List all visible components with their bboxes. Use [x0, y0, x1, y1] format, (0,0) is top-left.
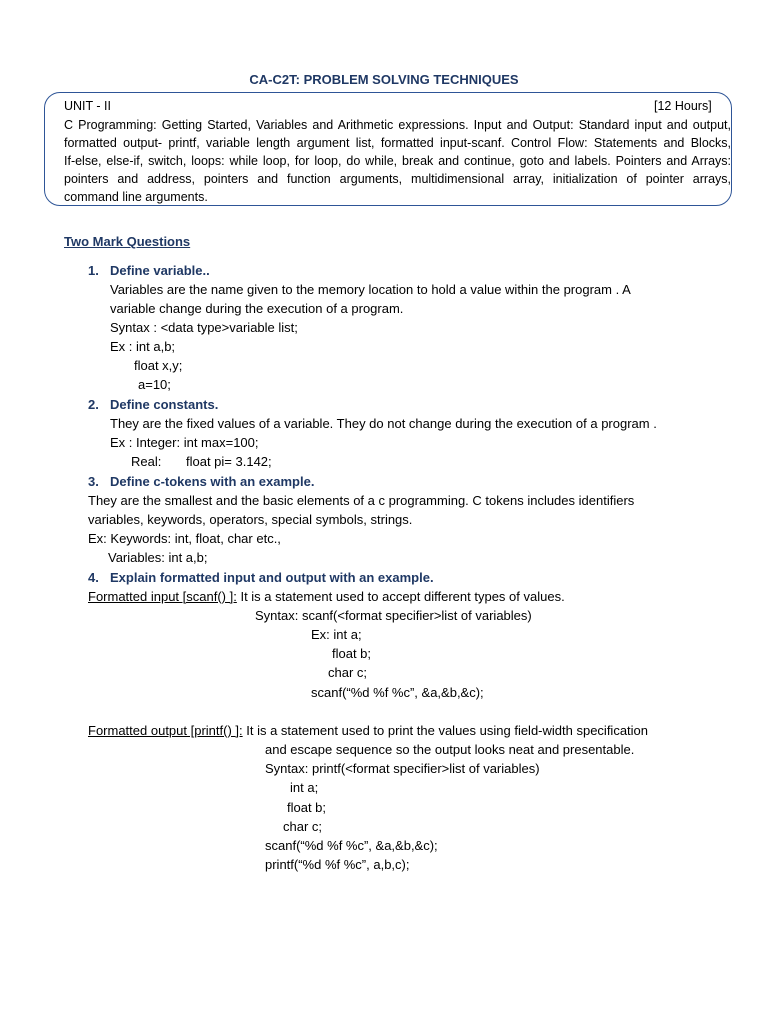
answer-line: They are the smallest and the basic elements of a c programming. C tokens includes identifiers [88, 493, 635, 508]
answer-line: variable change during the execution of a program. [110, 301, 404, 316]
answer-line: and escape sequence so the output looks neat and presentable. [265, 742, 635, 757]
question-title: Define constants. [110, 397, 219, 412]
question-number: 2. [88, 397, 99, 412]
answer-line: float b; [287, 800, 327, 815]
question-2-heading [88, 395, 218, 414]
question-3-heading [88, 472, 314, 491]
answer-line: They are the fixed values of a variable. They do not change during the execution of a program . [110, 416, 657, 431]
question-number: 4. [88, 570, 99, 585]
answer-line: float x,y; [134, 358, 183, 373]
answer-line: Ex : Integer: int max=100; [110, 435, 259, 450]
hours-label: [12 Hours] [654, 99, 712, 113]
answer-line: scanf(“%d %f %c”, &a,&b,&c); [311, 685, 484, 700]
answer-line: Ex: int a; [311, 627, 362, 642]
formatted-output-line [88, 721, 648, 740]
formatted-input-description: It is a statement used to accept different types of values. [236, 589, 565, 604]
question-1-heading [88, 261, 210, 280]
formatted-input-label: Formatted input [scanf() ]: [88, 589, 237, 604]
answer-line: Syntax: printf(<format specifier>list of variables) [265, 761, 540, 776]
answer-line: float pi= 3.142; [186, 454, 272, 469]
unit-label: UNIT - II [64, 99, 111, 113]
formatted-input-line [88, 587, 565, 606]
syllabus-line: command line arguments. [64, 190, 208, 204]
answer-line: int a; [290, 780, 319, 795]
answer-line: Syntax: scanf(<format specifier>list of variables) [255, 608, 532, 623]
formatted-output-description: It is a statement used to print the values using field-width specification [242, 723, 649, 738]
answer-line: Real: [131, 454, 162, 469]
answer-line: Syntax : <data type>variable list; [110, 320, 298, 335]
formatted-output-label: Formatted output [printf() ]: [88, 723, 243, 738]
document-title: CA-C2T: PROBLEM SOLVING TECHNIQUES [249, 72, 519, 87]
syllabus-line: C Programming: Getting Started, Variables and Arithmetic expressions. Input and Output: Standard input and output, [64, 118, 731, 132]
answer-line: float b; [332, 646, 372, 661]
answer-line: char c; [283, 819, 323, 834]
answer-line: variables, keywords, operators, special symbols, strings. [88, 512, 413, 527]
answer-line: char c; [328, 665, 368, 680]
question-number: 1. [88, 263, 99, 278]
question-number: 3. [88, 474, 99, 489]
question-title: Define c-tokens with an example. [110, 474, 315, 489]
answer-line: Ex : int a,b; [110, 339, 176, 354]
syllabus-line: pointers and address, pointers and function arguments, multidimensional array, initialization of pointer arrays, [64, 172, 731, 186]
question-title: Define variable.. [110, 263, 210, 278]
syllabus-line: formatted output- printf, variable length argument list, formatted input-scanf. Control Flow: Statements and Blocks, [64, 136, 731, 150]
answer-line: scanf(“%d %f %c”, &a,&b,&c); [265, 838, 438, 853]
answer-line: a=10; [138, 377, 171, 392]
syllabus-line: If-else, else-if, switch, loops: while loop, for loop, do while, break and continue, goto and labels. Pointers and Arrays: [64, 154, 731, 168]
section-heading: Two Mark Questions [64, 234, 191, 249]
question-4-heading [88, 568, 434, 587]
answer-line: printf(“%d %f %c”, a,b,c); [265, 857, 410, 872]
answer-line: Variables are the name given to the memory location to hold a value within the program . A [110, 282, 631, 297]
answer-line: Variables: int a,b; [108, 550, 208, 565]
question-title: Explain formatted input and output with an example. [110, 570, 434, 585]
answer-line: Ex: Keywords: int, float, char etc., [88, 531, 281, 546]
